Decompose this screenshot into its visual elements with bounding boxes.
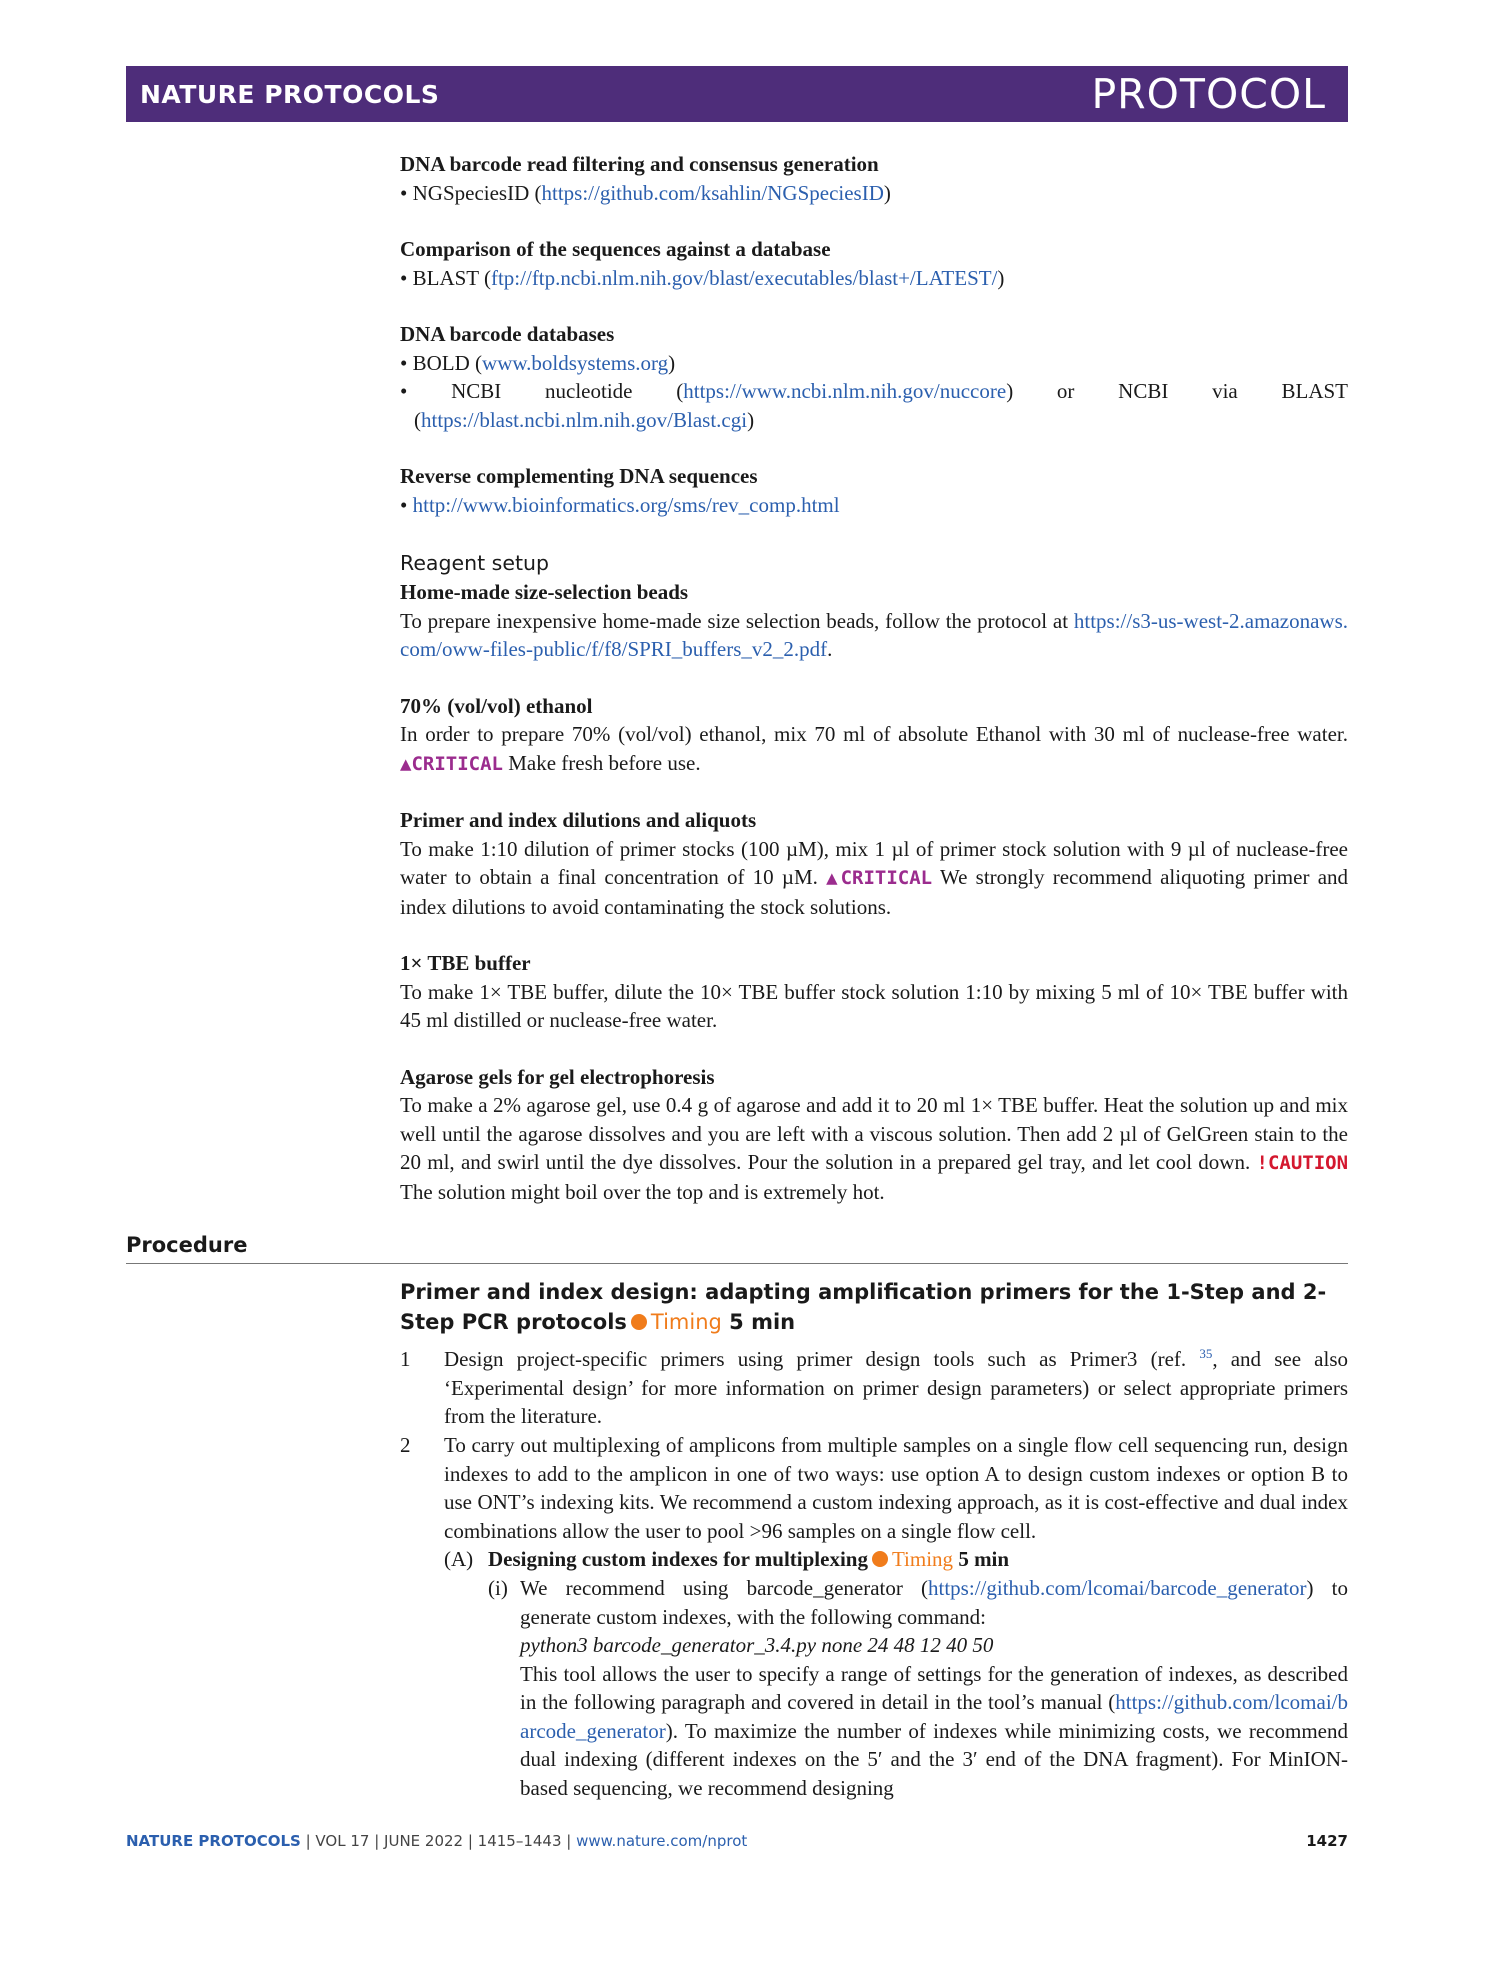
- option-label: (A): [444, 1547, 474, 1571]
- reagent-title: 1× TBE buffer: [400, 951, 531, 975]
- substep-label: (i): [488, 1576, 508, 1600]
- reagent-text: To make 1:10 dilution of primer stocks (100 µM), mix 1 µl of primer stock solution with 9 µl of nuclease-free water to obtain a final concentration of 10 µM. ▲CRITICAL We strongly recommend aliquoting primer and index dilutions to avoid contaminating the stock solutions.: [400, 836, 1349, 919]
- timing-label: Timing: [891, 1547, 954, 1571]
- link[interactable]: https://s3-us-west-2.amazonaws.com/oww-files-public/f/f8/SPRI_buffers_v2_2.pdf: [400, 608, 1348, 661]
- procedure-section-title: Primer and index design: adapting amplification primers for the 1-Step and 2-Step PCR protocols Timing 5 min: [400, 1280, 1327, 1334]
- reagent-title: Home-made size-selection beads: [400, 580, 689, 604]
- reagent-title: Agarose gels for gel electrophoresis: [400, 1064, 715, 1089]
- procedure-divider: [126, 1263, 1348, 1264]
- journal-url-link[interactable]: www.nature.com/nprot: [576, 1832, 748, 1850]
- link[interactable]: https://github.com/ksahlin/NGSpeciesID: [541, 180, 884, 205]
- option-a: [444, 1545, 1348, 1574]
- step-text: To carry out multiplexing of amplicons from multiple samples on a single flow cell sequencing run, design indexes to add to the amplicon in one of two ways: use option A to design custom indexes or option B to use ONT’s indexing kits. We recommend a custom indexing approach, as it is cost-effective and dual index combinations allow the user to pool >96 samples on a single flow cell.: [444, 1433, 1348, 1543]
- journal-banner: [126, 66, 1348, 122]
- procedure-step-1: [400, 1345, 1348, 1431]
- procedure-step-2: [400, 1431, 1348, 1545]
- timing-dot-icon: [872, 1551, 888, 1567]
- substep-i: [488, 1574, 1348, 1802]
- reagent-text: To make a 2% agarose gel, use 0.4 g of agarose and add it to 20 ml 1× TBE buffer. Heat the solution up and mix well until the agarose dissolves and you are left with a viscous solution. Then add 2 µl of GelGreen stain to the 20 ml, and swirl until the dye dissolves. Pour the solution in a prepared gel tray, and let cool down. !CAUTION The solution might boil over the top and is extremely hot.: [400, 1093, 1349, 1204]
- reagent-setup: [400, 548, 1348, 1206]
- software-item: • NGSpeciesID (https://github.com/ksahlin/NGSpeciesID): [400, 180, 891, 205]
- software-heading-1: DNA barcode read filtering and consensus generation: [400, 152, 879, 176]
- command-line: python3 barcode_generator_3.4.py none 24 48 12 40 50: [520, 1633, 994, 1657]
- reference-link[interactable]: 35: [1199, 1346, 1213, 1361]
- reagent-text: To prepare inexpensive home-made size selection beads, follow the protocol at https://s3-us-west-2.amazonaws.com/oww-files-public/f/f8/SPRI_buffers_v2_2.pdf.: [400, 608, 1348, 661]
- software-item: • BLAST (ftp://ftp.ncbi.nlm.nih.gov/blast/executables/blast+/LATEST/): [400, 265, 1005, 290]
- link[interactable]: https://www.ncbi.nlm.nih.gov/nuccore: [683, 379, 1007, 403]
- link[interactable]: www.boldsystems.org: [482, 350, 669, 375]
- substep-text: We recommend using barcode_generator (https://github.com/lcomai/barcode_generator) to generate custom indexes, with the following command: python3 barcode_generator_3.4.py none 24 48 12 40 50 This tool allows the user to specify a range of settings for the generation of indexes, as described in the following paragraph and covered in detail in the tool’s manual (https://github.com/lcomai/barcode_generator). To maximize the number of indexes while minimizing costs, we recommend dual indexing (different indexes on the 5′ and the 3′ end of the DNA fragment). For MinION-based sequencing, we recommend designing: [520, 1574, 1348, 1802]
- software-list: [400, 150, 1348, 519]
- link[interactable]: https://blast.ncbi.nlm.nih.gov/Blast.cgi: [421, 407, 748, 432]
- page-footer: [126, 1832, 1348, 1856]
- step-text: Design project-specific primers using primer design tools such as Primer3 (ref. $^{35}$, and see also ‘Experimental design’ for more information on primer design parameters) or select appropriate primers from the literature.: [444, 1346, 1348, 1428]
- article-type: PROTOCOL: [1091, 70, 1326, 118]
- reagent-text: To make 1× TBE buffer, dilute the 10× TBE buffer stock solution 1:10 by mixing 5 ml of 10× TBE buffer with 45 ml distilled or nuclease-free water.: [400, 979, 1348, 1032]
- software-item: • http://www.bioinformatics.org/sms/rev_comp.html: [400, 492, 840, 517]
- journal-name: NATURE PROTOCOLS: [140, 80, 440, 109]
- software-item: • NCBI nucleotide (https://www.ncbi.nlm.nih.gov/nuccore) or NCBI via BLAST (https://blast.ncbi.nlm.nih.gov/Blast.cgi): [400, 379, 1348, 432]
- option-title: Designing custom indexes for multiplexing Timing 5 min: [488, 1547, 1010, 1571]
- link[interactable]: https://github.com/lcomai/barcode_generator: [928, 1576, 1307, 1600]
- timing-label: Timing: [650, 1310, 722, 1334]
- reagent-setup-heading: Reagent setup: [400, 551, 550, 575]
- caution-flag: !CAUTION: [1256, 1152, 1349, 1174]
- critical-flag: ▲CRITICAL: [826, 867, 933, 889]
- link[interactable]: http://www.bioinformatics.org/sms/rev_comp.html: [412, 492, 840, 517]
- timing-dot-icon: [631, 1314, 647, 1330]
- reagent-text: In order to prepare 70% (vol/vol) ethanol, mix 70 ml of absolute Ethanol with 30 ml of nuclease-free water. ▲CRITICAL Make fresh before use.: [400, 722, 1348, 775]
- footer-citation: NATURE PROTOCOLS | VOL 17 | JUNE 2022 | 1415–1443 | www.nature.com/nprot: [126, 1832, 748, 1850]
- link[interactable]: https://github.com/lcomai/barcode_generator: [520, 1690, 1348, 1743]
- software-item: • BOLD (www.boldsystems.org): [400, 350, 676, 375]
- software-heading-3: DNA barcode databases: [400, 322, 615, 346]
- critical-flag: ▲CRITICAL: [400, 752, 503, 775]
- substep-paragraph: This tool allows the user to specify a range of settings for the generation of indexes, as described in the following paragraph and covered in detail in the tool’s manual (https://github.com/lcomai/barcode_generator). To maximize the number of indexes while minimizing costs, we recommend dual indexing (different indexes on the 5′ and the 3′ end of the DNA fragment). For MinION-based sequencing, we recommend designing: [520, 1661, 1348, 1800]
- procedure-label: Procedure: [126, 1233, 248, 1257]
- reagent-title: Primer and index dilutions and aliquots: [400, 808, 757, 832]
- page-number: 1427: [1306, 1832, 1348, 1850]
- software-heading-4: Reverse complementing DNA sequences: [400, 464, 758, 488]
- reagent-title: 70% (vol/vol) ethanol: [400, 693, 593, 718]
- step-number: 2: [400, 1433, 411, 1457]
- step-number: 1: [400, 1347, 411, 1371]
- link[interactable]: ftp://ftp.ncbi.nlm.nih.gov/blast/executables/blast+/LATEST/: [490, 265, 998, 290]
- software-heading-2: Comparison of the sequences against a database: [400, 237, 831, 261]
